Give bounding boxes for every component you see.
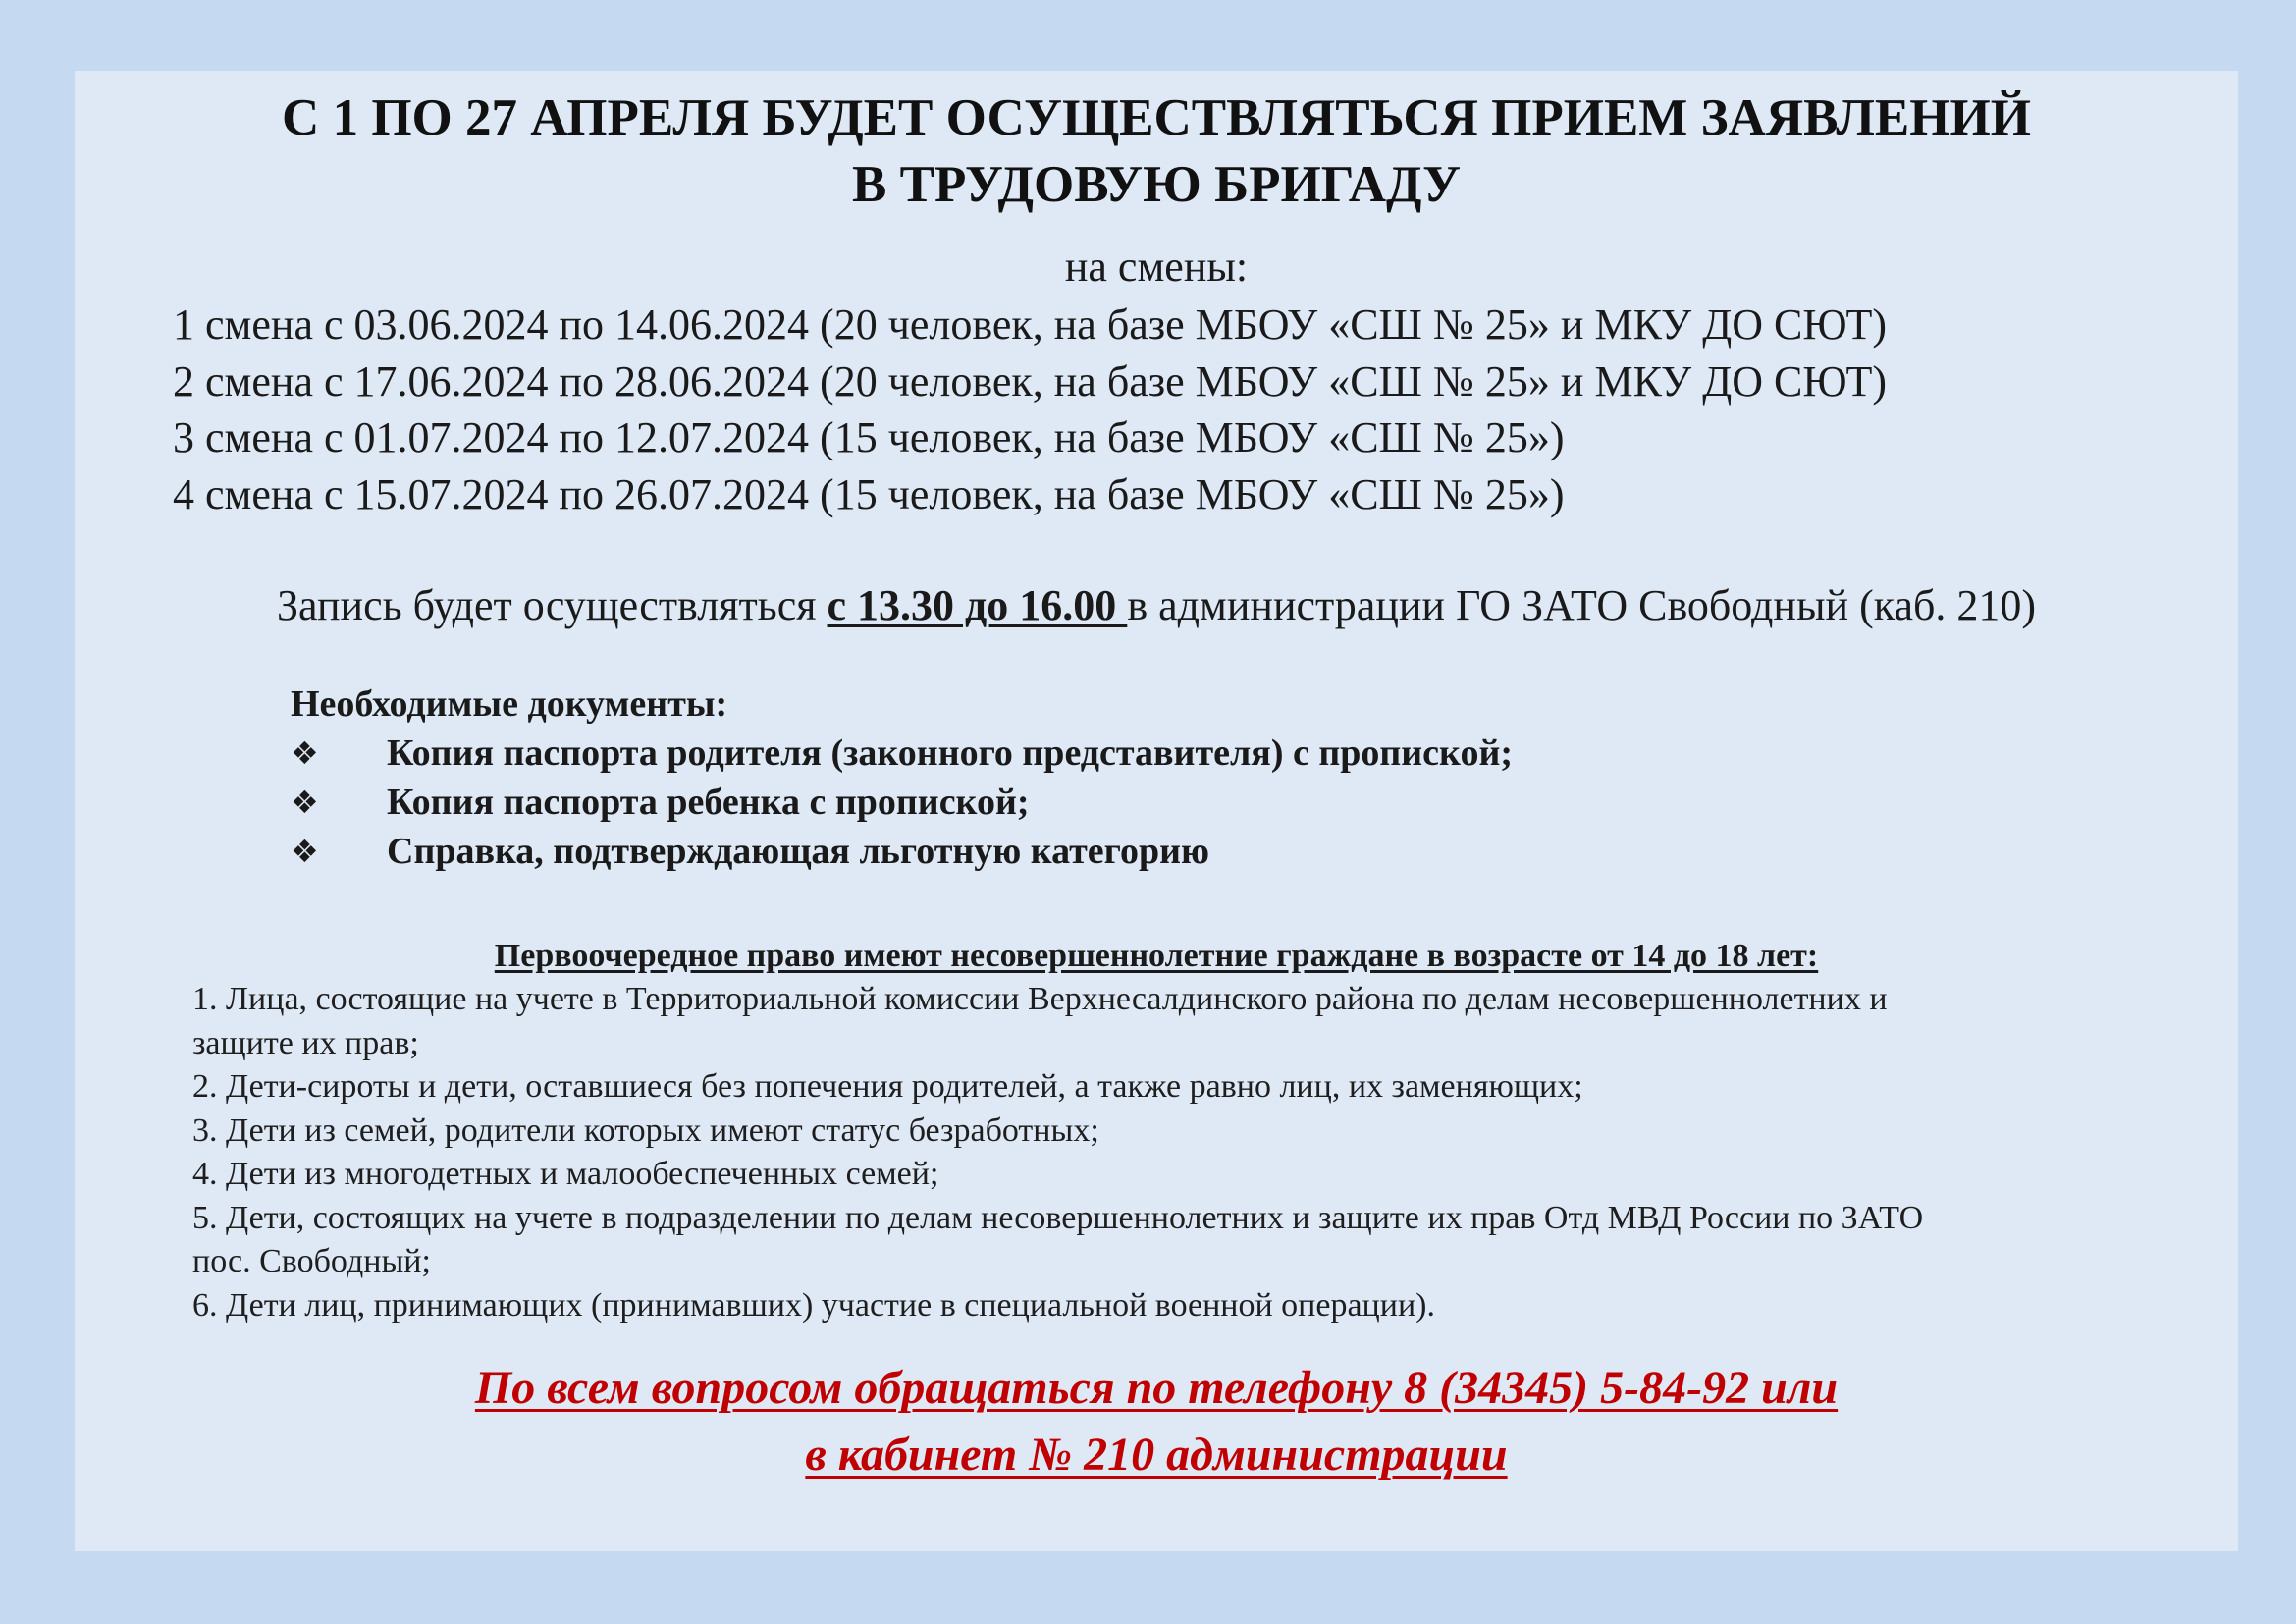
shift-list — [173, 297, 1887, 522]
shift-item-3: 3 смена с 01.07.2024 по 12.07.2024 (15 человек, на базе МБОУ «СШ № 25») — [173, 413, 1565, 461]
contact-info — [75, 1355, 2238, 1489]
title-line-1: С 1 ПО 27 АПРЕЛЯ БУДЕТ ОСУЩЕСТВЛЯТЬСЯ ПРИЕМ ЗАЯВЛЕНИЙ — [282, 89, 2031, 146]
priority-line: 5. Дети, состоящих на учете в подразделении по делам несовершеннолетних и защите их прав Отд МВД России по ЗАТО — [192, 1199, 1924, 1236]
priority-line: 3. Дети из семей, родители которых имеют статус безработных; — [192, 1111, 1099, 1149]
document-item-text: Справка, подтверждающая льготную категорию — [387, 831, 1210, 872]
priority-line: пос. Свободный; — [192, 1243, 431, 1279]
priority-line: 2. Дети-сироты и дети, оставшиеся без попечения родителей, а также равно лиц, их заменяющих; — [192, 1068, 1583, 1105]
registration-prefix: Запись будет осуществляться — [276, 581, 828, 629]
registration-info — [75, 576, 2238, 635]
shift-item-1: 1 смена с 03.06.2024 по 14.06.2024 (20 человек, на базе МБОУ «СШ № 25» и МКУ ДО СЮТ) — [173, 300, 1887, 349]
document-item-text: Копия паспорта родителя (законного представителя) с пропиской; — [387, 732, 1513, 774]
announcement-title — [75, 84, 2238, 218]
registration-time: с 13.30 до 16.00 — [827, 581, 1128, 629]
priority-heading: Первоочередное право имеют несовершеннолетние граждане в возрасте от 14 до 18 лет: — [494, 938, 1819, 974]
shift-item-2: 2 смена с 17.06.2024 по 28.06.2024 (20 человек, на базе МБОУ «СШ № 25» и МКУ ДО СЮТ) — [173, 356, 1887, 406]
registration-place: в администрации ГО ЗАТО Свободный (каб. 210) — [1127, 581, 2037, 629]
shifts-intro: на смены: — [1064, 243, 1249, 291]
documents-heading: Необходимые документы: — [291, 683, 728, 725]
title-line-2: В ТРУДОВУЮ БРИГАДУ — [852, 156, 1461, 213]
document-item-text: Копия паспорта ребенка с пропиской; — [387, 782, 1030, 823]
contact-line-2: в кабинет № 210 администрации — [805, 1429, 1508, 1481]
required-documents — [291, 679, 1513, 876]
announcement-sheet — [75, 71, 2238, 1551]
priority-line: 4. Дети из многодетных и малообеспеченных семей; — [192, 1156, 939, 1192]
document-item-1 — [291, 729, 1513, 778]
document-item-2 — [291, 778, 1513, 827]
priority-line: 1. Лица, состоящие на учете в Территориальной комиссии Верхнесалдинского района по делам несовершеннолетних и — [192, 981, 1888, 1017]
contact-line-1: По всем вопросом обращаться по телефону 8 (34345) 5-84-92 или — [474, 1362, 1839, 1414]
priority-list — [192, 978, 2254, 1327]
priority-line: защите их прав; — [192, 1024, 419, 1061]
shift-item-4: 4 смена с 15.07.2024 по 26.07.2024 (15 человек, на базе МБОУ «СШ № 25») — [173, 469, 1565, 518]
priority-line: 6. Дети лиц, принимающих (принимавших) участие в специальной военной операции). — [192, 1286, 1435, 1324]
document-item-3 — [291, 827, 1513, 876]
diamond-bullet-icon: ❖ — [291, 734, 319, 772]
diamond-bullet-icon: ❖ — [291, 833, 319, 870]
diamond-bullet-icon: ❖ — [291, 784, 319, 821]
